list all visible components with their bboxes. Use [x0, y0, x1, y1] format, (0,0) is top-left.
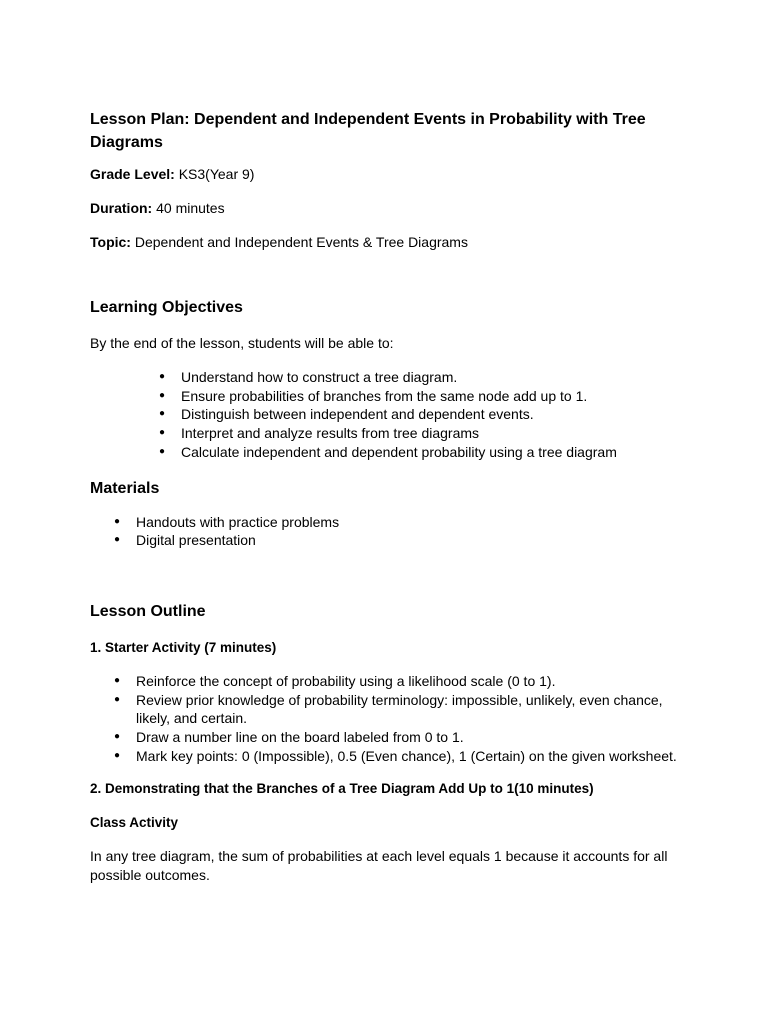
list-item: ● Understand how to construct a tree diagram.	[181, 368, 680, 387]
starter-heading: 1. Starter Activity (7 minutes)	[90, 639, 277, 655]
objectives-list	[90, 368, 680, 462]
grade-level-label: Grade Level:	[90, 166, 175, 182]
list-item: ● Draw a number line on the board labeled from 0 to 1.	[136, 728, 680, 747]
list-item: ● Distinguish between independent and dependent events.	[181, 405, 680, 424]
materials-list	[90, 513, 680, 550]
list-item: ● Calculate independent and dependent probability using a tree diagram	[181, 443, 680, 462]
starter-list	[90, 672, 680, 766]
list-item: ● Ensure probabilities of branches from the same node add up to 1.	[181, 387, 680, 406]
list-item: ● Review prior knowledge of probability terminology: impossible, unlikely, even chance, likely, and certain.	[136, 691, 680, 728]
materials-heading: Materials	[90, 479, 160, 497]
grade-level-value: KS3(Year 9)	[174, 166, 255, 182]
objectives-intro: By the end of the lesson, students will be able to:	[90, 335, 394, 351]
list-item: ● Reinforce the concept of probability using a likelihood scale (0 to 1).	[136, 672, 680, 691]
list-item: ● Mark key points: 0 (Impossible), 0.5 (Even chance), 1 (Certain) on the given worksheet.	[136, 747, 680, 766]
topic-label: Topic:	[90, 234, 131, 250]
document-page	[90, 108, 680, 885]
list-item: ● Handouts with practice problems	[136, 513, 680, 532]
duration-label: Duration:	[90, 200, 153, 216]
list-item: ● Digital presentation	[136, 531, 680, 550]
objectives-heading: Learning Objectives	[90, 299, 243, 316]
outline-heading: Lesson Outline	[90, 602, 206, 620]
duration-line	[90, 199, 680, 218]
list-item: ● Interpret and analyze results from tree diagrams	[181, 424, 680, 443]
grade-level-line	[90, 165, 680, 184]
duration-value: 40 minutes	[152, 200, 225, 216]
class-activity-text: In any tree diagram, the sum of probabilities at each level equals 1 because it accounts for all possible outcomes.	[90, 848, 668, 884]
demo-heading: 2. Demonstrating that the Branches of a Tree Diagram Add Up to 1(10 minutes)	[90, 781, 594, 797]
topic-line	[90, 233, 680, 252]
document-title: Lesson Plan: Dependent and Independent Events in Probability with Tree Diagrams	[90, 111, 646, 151]
class-activity-heading: Class Activity	[90, 815, 179, 831]
topic-value: Dependent and Independent Events & Tree Diagrams	[130, 234, 468, 250]
